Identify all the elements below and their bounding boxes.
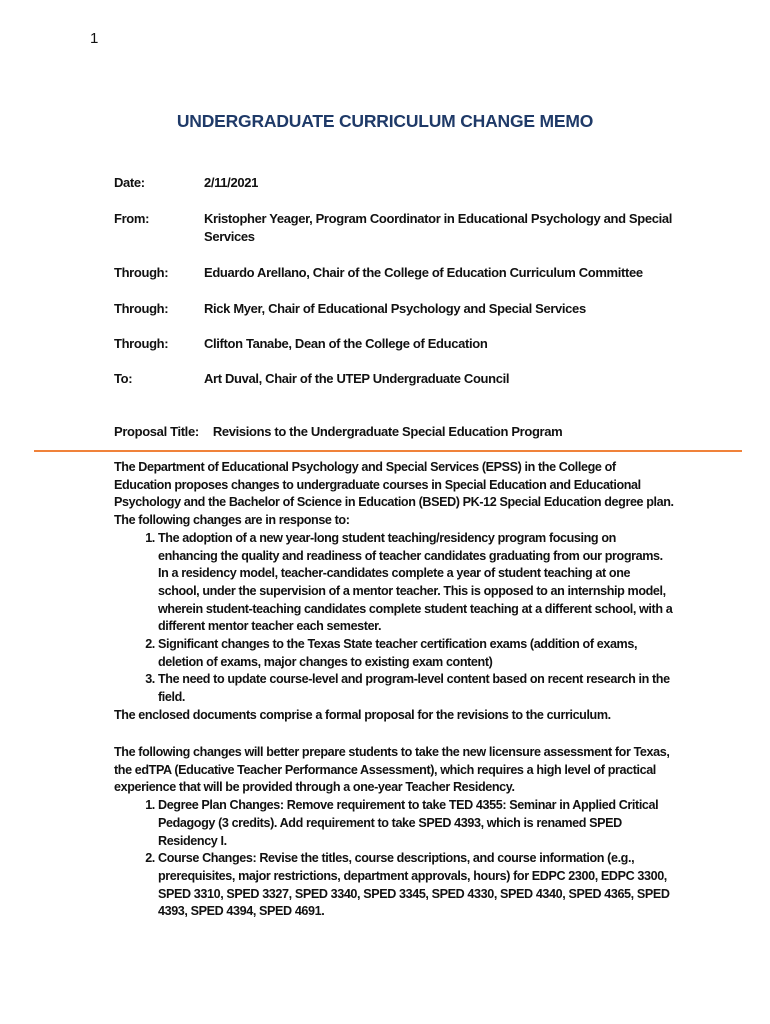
page-number: 1 (90, 30, 99, 47)
list-item: 3. The need to update course-level and program-level content based on recent research in the field. (158, 671, 674, 706)
list-item: 2. Course Changes: Revise the titles, course descriptions, and course information (e.g., prerequisites, major restrictions, department approvals, hours) for EDPC 2300, EDPC 3300, SPED 3310, SPED 3327, SPED 3340, SPED 3345, SPED 4330, SPED 4340, SPED 4365, SPED 4393, SPED 4394, SPED 4691. (158, 850, 674, 921)
changes-list (114, 797, 674, 921)
header-label: Through: (114, 301, 169, 316)
section-changes-rationale (114, 459, 674, 725)
rationale-list (114, 530, 674, 707)
section-intro: The Department of Educational Psychology and Special Services (EPSS) in the College of Education proposes changes to undergraduate courses in Special Education and Educational Psychology and the Bachelor of Science in Education (BSED) PK-12 Special Education degree plan. The following changes are in response to: (114, 460, 674, 528)
header-value: Clifton Tanabe, Dean of the College of Education (204, 336, 488, 351)
proposal-title (114, 424, 562, 439)
proposal-label: Proposal Title: (114, 424, 199, 439)
proposal-value: Revisions to the Undergraduate Special Education Program (212, 424, 563, 439)
section-closing: The enclosed documents comprise a formal proposal for the revisions to the curriculum. (114, 707, 611, 722)
header-label: To: (114, 371, 133, 386)
list-item: 1. The adoption of a new year-long student teaching/residency program focusing on enhancing the quality and readiness of teacher candidates graduating from our programs. In a residency model, teacher-candidates complete a year of student teaching at one school, under the supervision of a mentor teacher. This is opposed to an internship model, wherein student-teaching candidates complete student teaching at a different school, with a different mentor teacher each semester. (158, 530, 674, 636)
header-label: Date: (114, 175, 145, 190)
list-item: 2. Significant changes to the Texas State teacher certification exams (addition of exams, deletion of exams, major changes to existing exam content) (158, 636, 674, 671)
header-value: Rick Myer, Chair of Educational Psychology and Special Services (204, 301, 586, 316)
header-value: Kristopher Yeager, Program Coordinator in Educational Psychology and Special Services (204, 211, 673, 244)
header-label: Through: (114, 265, 169, 280)
header-value: 2/11/2021 (204, 175, 258, 190)
header-value: Art Duval, Chair of the UTEP Undergraduate Council (204, 371, 510, 386)
list-item: 1. Degree Plan Changes: Remove requirement to take TED 4355: Seminar in Applied Critical Pedagogy (3 credits). Add requirement to take SPED 4393, which is renamed SPED Residency I. (158, 797, 674, 850)
header-value: Eduardo Arellano, Chair of the College of Education Curriculum Committee (204, 265, 643, 280)
memo-title: UNDERGRADUATE CURRICULUM CHANGE MEMO (176, 111, 594, 131)
section-changes-list (114, 744, 674, 921)
header-label: Through: (114, 336, 169, 351)
divider-line (34, 450, 742, 452)
header-label: From: (114, 211, 150, 226)
section-intro: The following changes will better prepare students to take the new licensure assessment for Texas, the edTPA (Educative Teacher Performance Assessment), which requires a high level of practical experience that will be provided through a one-year Teacher Residency. (114, 745, 670, 795)
